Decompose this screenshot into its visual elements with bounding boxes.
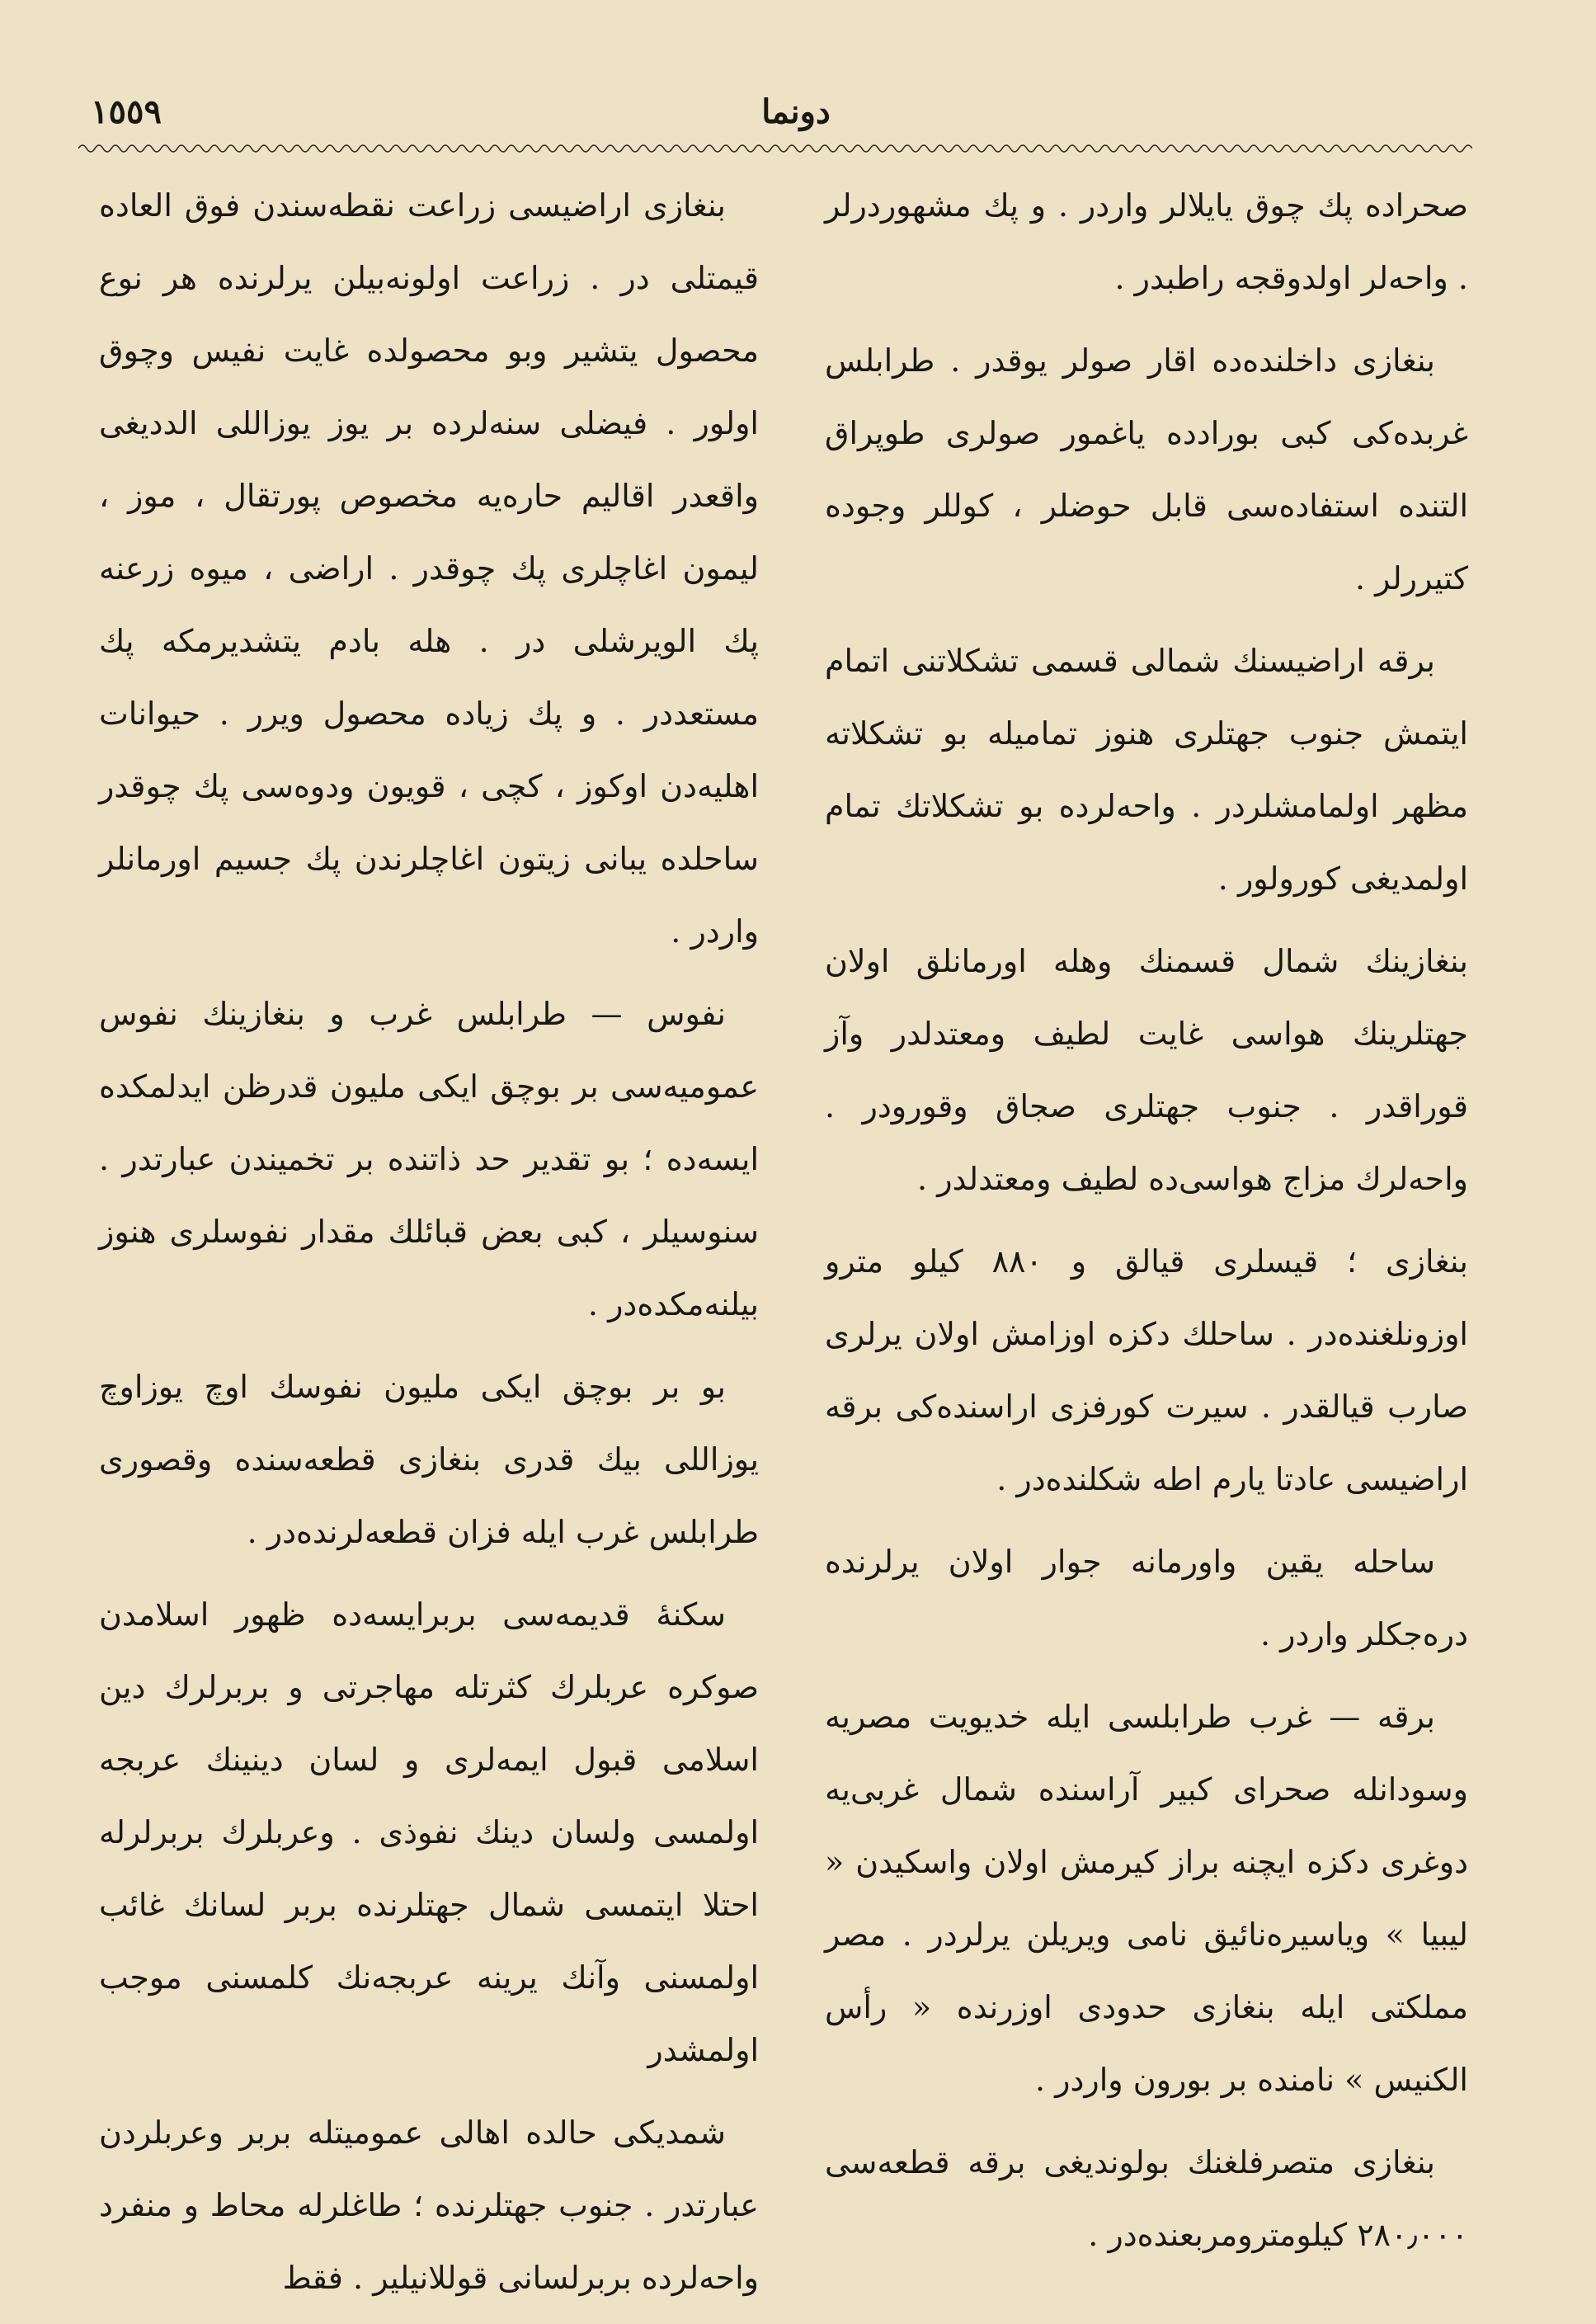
left-column [99, 169, 759, 2324]
paragraph: صحراده پك چوق يايلالر واردر . و پك مشهوردرلر . واحه‌لر اولدوقجه راطبدر . [825, 187, 1468, 296]
right-column [825, 169, 1468, 2281]
paragraph: بنغازی متصرفلغنك بولونديغی برقه قطعه‌سی ٢٨٠٫٠٠٠ كيلومترومربعنده‌در . [825, 2144, 1468, 2253]
paragraph: ساحله يقين واورمانه جوار اولان يرلرنده دره‌جكلر واردر . [825, 1544, 1468, 1652]
paragraph: بنغازی اراضيسی زراعت نقطه‌سندن فوق العاده قيمتلی در . زراعت اولونه‌بيلن يرلرنده هر نوع محصول يتشير وبو محصولده غايت نفيس وچوق اولور . فيضلی سنه‌لرده بر يوز يوزاللی الدديغی واقعدر اقاليم حاره‌يه مخصوص پورتقال ، موز ، ليمون اغاچلری پك چوقدر . اراضی ، ميوه زرعنه پك الويرشلی در . هله بادم يتشديرمكه پك مستعددر . و پك زياده محصول ويرر . حيوانات اهليه‌دن اوكوز ، كچی ، قويون ودوه‌سی پك چوقدر ساحلده يبانی زيتون اغاچلرندن پك جسيم اورمانلر واردر . [99, 187, 759, 950]
paragraph: نفوس — طرابلس غرب و بنغازينك نفوس عموميه‌سی بر بوچق ايكی مليون قدرظن ايدلمكده ايسه‌ده ؛ بو تقدير حد ذاتنده بر تخميندن عبارتدر . سنوسيلر ، كبی بعض قبائلك مقدار نفوسلری هنوز بيلنه‌مكده‌در . [99, 996, 760, 1322]
paragraph: بنغازينك شمال قسمنك وهله اورمانلق اولان جهتلرينك هواسی غايت لطيف ومعتدلدر وآز قوراقدر . جنوب جهتلری صجاق وقورودر . واحه‌لرك مزاج هواسی‌ده لطيف ومعتدلدر . [825, 943, 1468, 1197]
paragraph: بو بر بوچق ايكی مليون نفوسك اوچ يوزاوچ يوزاللی بيك قدری بنغازی قطعه‌سنده وقصوری طرابلس غرب ايله فزان قطعه‌لرنده‌در . [99, 1369, 759, 1550]
paragraph: برقه — غرب طرابلسی ايله خديويت مصريه وسودانله صحرای كبير آراسنده شمال غربی‌يه دوغری دكزه ايچنه براز كيرمش اولان واسكيدن « ليبيا » وياسيره‌نائيق نامی ويريلن يرلردر . مصر مملكتی ايله بنغازی حدودی اوزرنده « رأس الكنيس » نامنده بر بورون واردر . [825, 1699, 1468, 2098]
page-number: ١٥٥٩ [91, 92, 162, 131]
paragraph: برقه اراضيسنك شمالی قسمی تشكلاتنی اتمام ايتمش جنوب جهتلری هنوز تماميله بو تشكلاته مظهر اولمامشلردر . واحه‌لرده بو تشكلاتك تمام اولمديغی كورولور . [825, 643, 1468, 897]
running-title: دونما [761, 92, 831, 131]
paragraph: بنغازی داخلنده‌ده اقار صولر يوقدر . طرابلس غربده‌كی كبی بورادده ياغمور صولری طوپراق التنده استفاده‌سی قابل حوضلر ، كوللر وجوده كتيررلر . [825, 342, 1468, 596]
paragraph: شمديكی حالده اهالی عموميتله بربر وعربلردن عبارتدر . جنوب جهتلرنده ؛ طاغلرله محاط و منفرد واحه‌لرده بربرلسانی قوللانيلير . فقط [99, 2114, 759, 2296]
paragraph: بنغازی ؛ قيسلری قيالق و ٨٨٠ كيلو مترو اوزونلغنده‌در . ساحلك دكزه اوزامش اولان يرلری صارب قيالقدر . سيرت كورفزی اراسنده‌كی برقه اراضيسی عادتا يارم اطه شكلنده‌در . [825, 1243, 1468, 1497]
wavy-rule-divider [78, 140, 1472, 157]
paragraph: سكنهٔ قديمه‌سی بربرايسه‌ده ظهور اسلامدن صوكره عربلرك كثرتله مهاجرتی و بربرلرك دين اسلامی قبول ايمه‌لری و لسان دينينك عربجه اولمسی ولسان دينك نفوذی . وعربلرك بربرلرله احتلا ايتمسی شمال جهتلرنده بربر لسانك غائب اولمسنی وآنك يرينه عربجه‌نك كلمسنی موجب اولمشدر [99, 1596, 759, 2068]
